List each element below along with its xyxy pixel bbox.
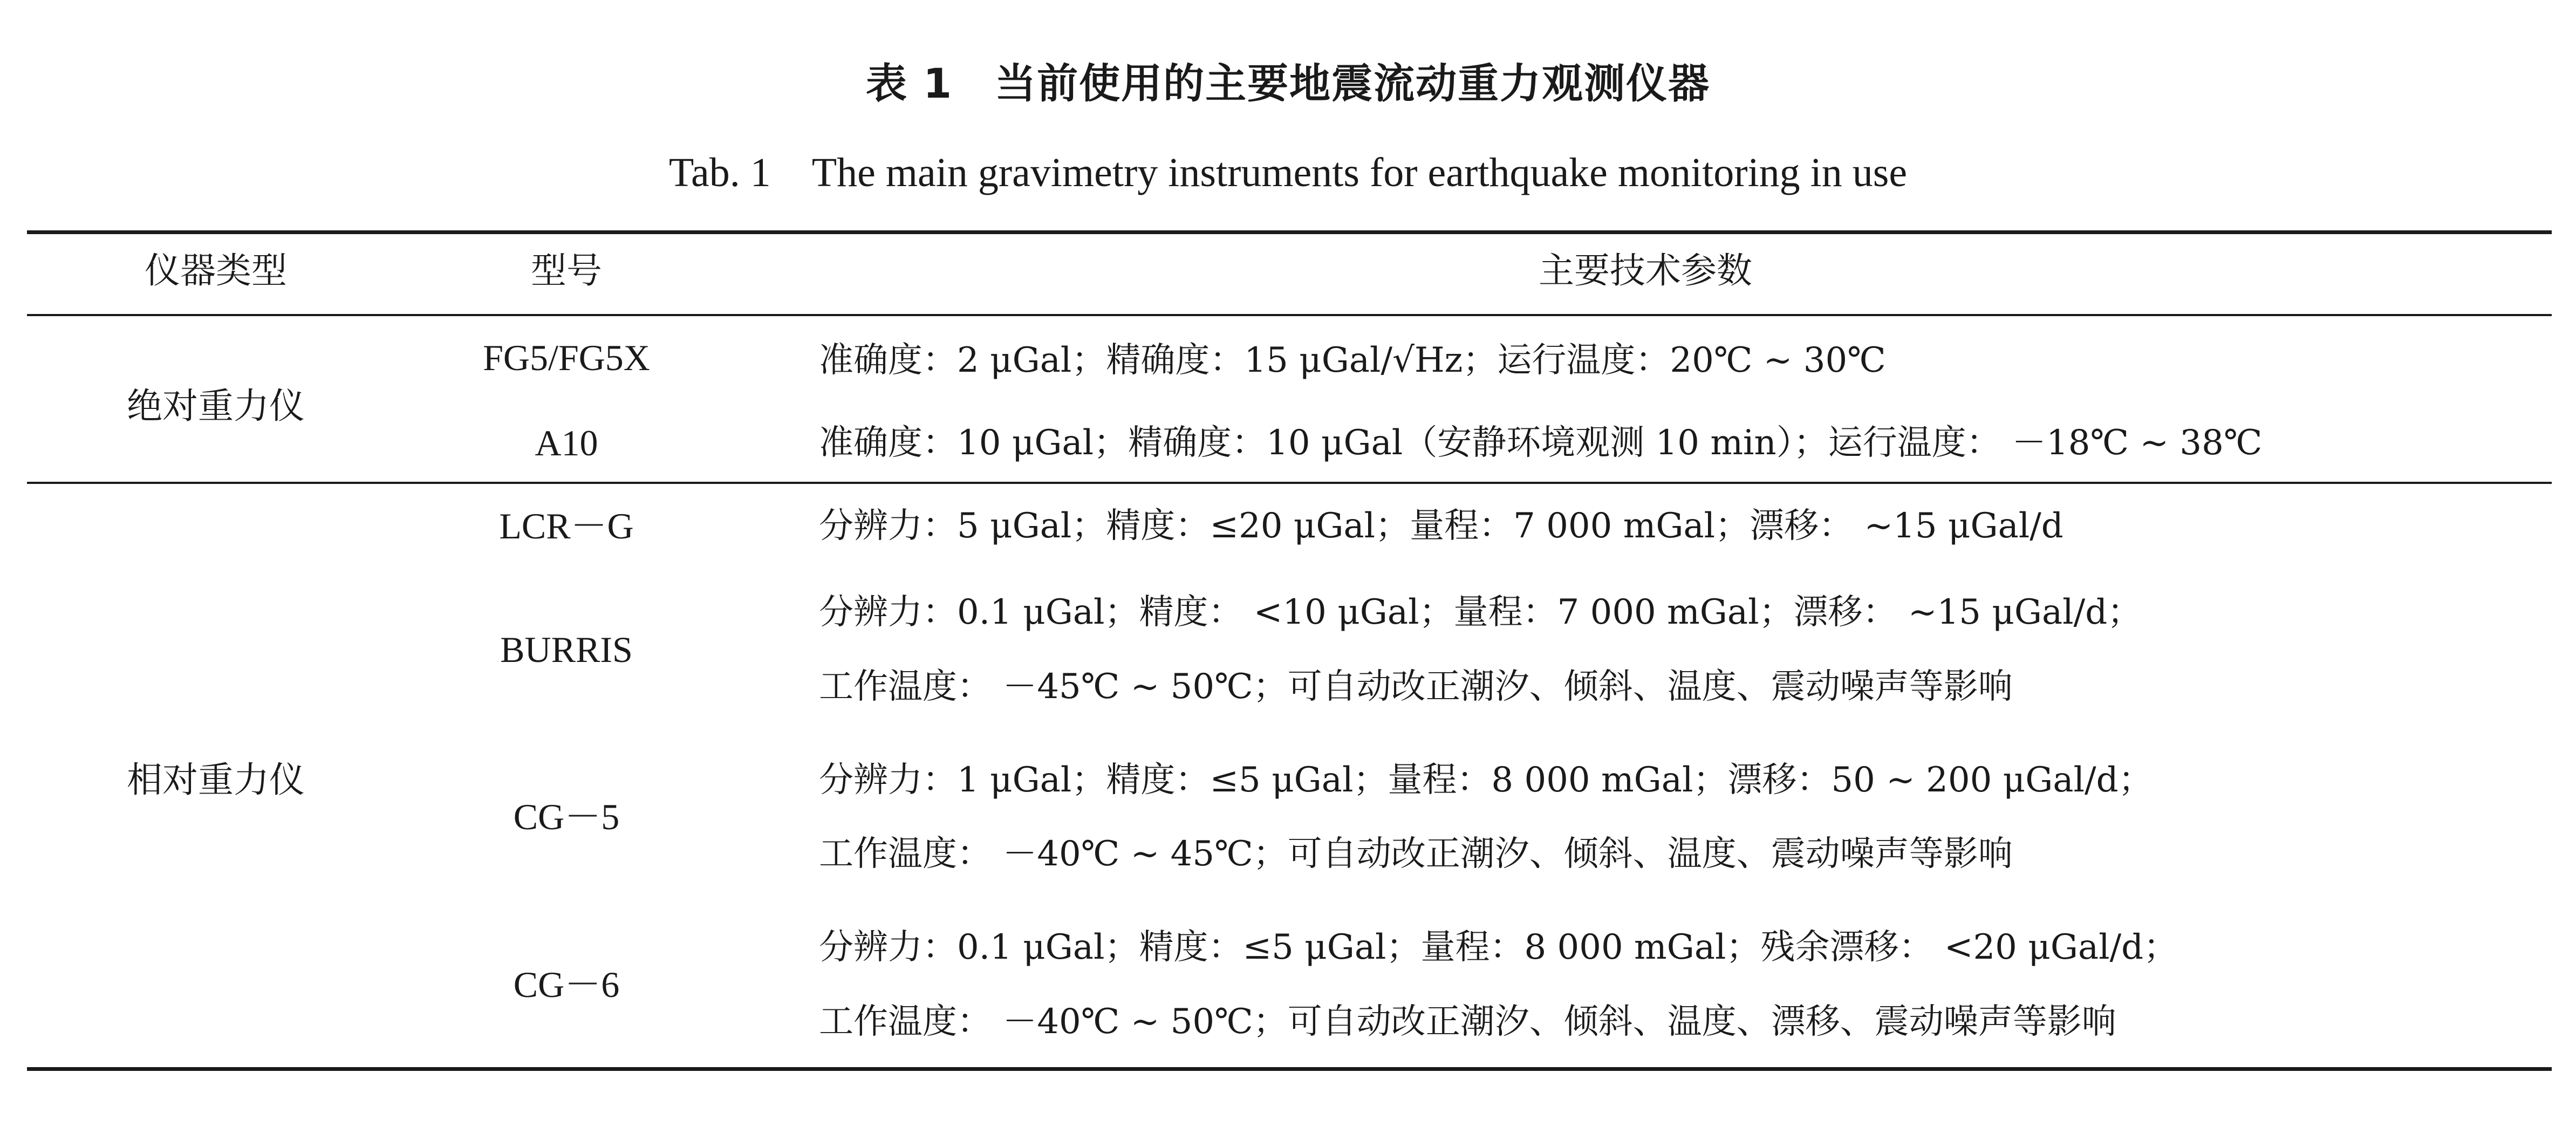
model-cell: CG－5 [513, 796, 620, 837]
spec-line: 工作温度： －40℃ ~ 45℃；可自动改正潮汐、倾斜、温度、震动噪声等影响 [819, 834, 2013, 874]
model-cell: A10 [535, 422, 598, 463]
spec-line: 分辨力：5 μGal；精度：≤20 μGal；量程：7 000 mGal；漂移： ~15 μGal/d [819, 506, 2063, 546]
header-rule [27, 314, 2552, 316]
spec-line: 分辨力：1 μGal；精度：≤5 μGal；量程：8 000 mGal；漂移：50 ~ 200 μGal/d； [819, 760, 2153, 800]
model-cell: BURRIS [500, 629, 633, 670]
table-title-cn: 表 1 当前使用的主要地震流动重力观测仪器 [865, 59, 1711, 107]
table-title-en: Tab. 1 The main gravimetry instruments for earthquake monitoring in use [668, 150, 1908, 195]
model-cell: FG5/FG5X [483, 337, 650, 378]
spec-line: 工作温度： －45℃ ~ 50℃；可自动改正潮汐、倾斜、温度、震动噪声等影响 [819, 667, 2013, 707]
spec-line: 准确度：2 μGal；精确度：15 μGal/√Hz；运行温度：20℃ ~ 30℃ [819, 340, 1886, 380]
header-params: 主要技术参数 [1539, 250, 1752, 291]
instrument-type-absolute: 绝对重力仪 [127, 385, 305, 427]
spec-line: 工作温度： －40℃ ~ 50℃；可自动改正潮汐、倾斜、温度、漂移、震动噪声等影响 [819, 1002, 2116, 1042]
header-model: 型号 [531, 250, 602, 291]
spec-line: 准确度：10 μGal；精确度：10 μGal（安静环境观测 10 min）；运行温度： －18℃ ~ 38℃ [819, 423, 2263, 463]
header-type: 仪器类型 [145, 250, 287, 291]
spec-line: 分辨力：0.1 μGal；精度：≤5 μGal；量程：8 000 mGal；残余漂移： <20 μGal/d； [819, 927, 2178, 967]
group-rule [27, 482, 2552, 484]
top-rule [27, 230, 2552, 234]
model-cell: LCR－G [499, 506, 634, 547]
model-cell: CG－6 [513, 964, 620, 1005]
bottom-rule [27, 1067, 2552, 1071]
instrument-type-relative: 相对重力仪 [127, 759, 305, 801]
spec-line: 分辨力：0.1 μGal；精度： <10 μGal；量程：7 000 mGal；漂移： ~15 μGal/d； [819, 592, 2142, 632]
